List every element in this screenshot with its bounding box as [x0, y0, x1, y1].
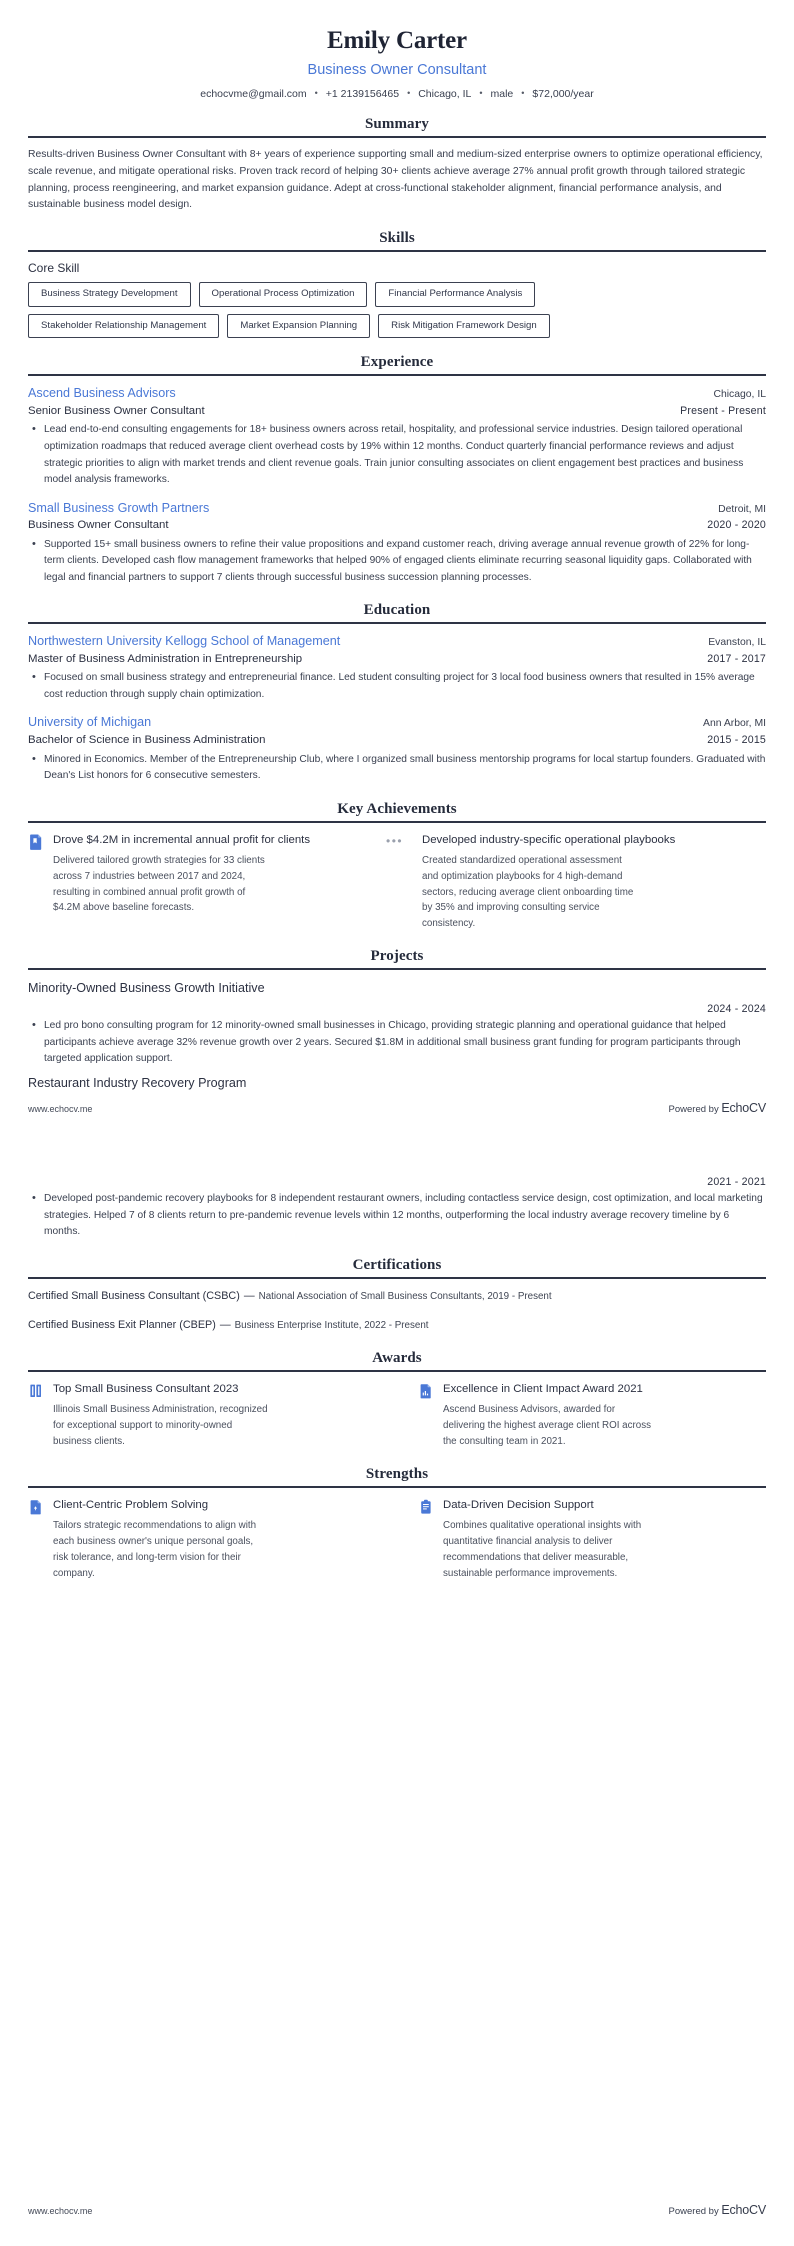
education-school[interactable]: Northwestern University Kellogg School of Management: [28, 634, 341, 649]
key-achievement-list: [28, 832, 766, 932]
footer-url[interactable]: www.echocv.me: [28, 1104, 93, 1114]
bullet-item: • Lead end-to-end consulting engagements for 18+ business owners across retail, hospitality, and professional service industries. Design tailored operational optimization roadmaps that reduced average client overhead costs by 19% within 12 months. Conduct quarterly financial performance reviews and adjust strategic priorities to align with market trends and client revenue goals. Train junior consulting associates on client engagement best practices and business model analysis frameworks.: [42, 422, 766, 488]
contact-separator-icon: •: [314, 87, 318, 98]
section-awards: [28, 1350, 766, 1450]
certification-name: Certified Business Exit Planner (CBEP): [28, 1319, 216, 1332]
section-heading-certifications: Certifications: [352, 1256, 442, 1273]
certification-item: [28, 1288, 766, 1305]
footer-powered-label: Powered by: [668, 2206, 719, 2217]
contact-line: [28, 88, 766, 100]
contact-gender: male: [490, 87, 514, 100]
education-bullets: [28, 752, 766, 785]
skill-chip-list: [28, 282, 766, 338]
education-location: Ann Arbor, MI: [703, 718, 766, 730]
skill-chip[interactable]: Risk Mitigation Framework Design: [378, 314, 550, 339]
education-dates: 2017 - 2017: [707, 652, 766, 665]
page-title: Emily Carter: [327, 27, 467, 54]
contact-separator-icon: •: [407, 87, 411, 98]
project-bullets: [28, 1191, 766, 1241]
experience-dates: Present - Present: [680, 404, 766, 417]
skill-chip[interactable]: Market Expansion Planning: [227, 314, 370, 339]
section-education: [28, 602, 766, 784]
bullet-item: • Minored in Economics. Member of the Entrepreneurship Club, where I organized small business mentorship programs for local startup founders. Graduated with Dean's List honors for 6 consecutive semesters.: [42, 752, 766, 785]
strength-list: [28, 1497, 766, 1582]
page-footer: [0, 2203, 794, 2217]
section-heading-summary: Summary: [364, 115, 430, 132]
award-item: [418, 1381, 766, 1450]
experience-company[interactable]: Small Business Growth Partners: [28, 500, 210, 515]
footer-brand: [669, 1101, 766, 1115]
section-heading-awards: Awards: [372, 1350, 422, 1367]
footer-powered-label: Powered by: [668, 1104, 719, 1115]
experience-company[interactable]: Ascend Business Advisors: [28, 386, 176, 401]
key-achievement-item: [422, 832, 766, 932]
section-summary: [28, 116, 766, 214]
strength-description: Combines qualitative operational insights with quantitative financial analysis to deliver recommendations that deliver measurable, sustainable performance improvements.: [443, 1520, 642, 1579]
contact-separator-icon: •: [521, 87, 525, 98]
skill-chip[interactable]: Financial Performance Analysis: [375, 282, 535, 307]
experience-entry: [28, 500, 766, 587]
strength-title: Client-Centric Problem Solving: [53, 1498, 209, 1511]
key-achievement-description: Created standardized operational assessment and optimization playbooks for 4 high-demand sectors, reducing average client onboarding time by 35% and improving consulting service consistency.: [422, 854, 634, 930]
skill-row: [28, 314, 766, 339]
section-certifications: [28, 1257, 766, 1334]
footer-url[interactable]: www.echocv.me: [28, 2206, 93, 2216]
section-skills: [28, 230, 766, 338]
bullet-item: • Focused on small business strategy and entrepreneurial finance. Led student consulting project for 3 local food business owners that resulted in 15% average cost reduction through supply chain optimization.: [42, 670, 766, 703]
section-experience: [28, 354, 766, 586]
job-title: Business Owner Consultant: [307, 62, 487, 78]
certification-item: [28, 1317, 766, 1334]
project-name: Minority-Owned Business Growth Initiative: [28, 981, 265, 996]
education-dates: 2015 - 2015: [707, 734, 766, 747]
section-heading-projects: Projects: [370, 948, 424, 965]
contact-email[interactable]: echocvme@gmail.com: [200, 87, 307, 100]
certification-name: Certified Small Business Consultant (CSBC): [28, 1289, 240, 1302]
experience-bullets: [28, 537, 766, 587]
certification-dash: —: [243, 1289, 255, 1302]
experience-location: Chicago, IL: [713, 389, 766, 401]
skill-group-name: Core Skill: [28, 261, 80, 276]
experience-role: Business Owner Consultant: [28, 519, 169, 532]
bullet-item: • Supported 15+ small business owners to refine their value propositions and expand customer reach, driving average annual revenue growth of 22% for long-term clients. Developed cash flow management frameworks that helped 90% of engaged clients eliminate recurring seasonal liquidity gaps. Collaborated with legal and financial partners to support 7 clients through successful business succession planning processes.: [42, 537, 766, 587]
skill-row: [28, 282, 766, 307]
contact-separator-icon: •: [479, 87, 483, 98]
resume-header: [28, 0, 766, 100]
section-heading-key-achievements: Key Achievements: [337, 800, 457, 817]
certification-meta: Business Enterprise Institute, 2022 - Present: [234, 1320, 429, 1332]
section-heading-strengths: Strengths: [365, 1465, 429, 1482]
bullet-item: • Led pro bono consulting program for 12 minority-owned small businesses in Chicago, providing strategic planning and operational guidance that helped participants achieve average 32% revenue growth over 2 years. Secured $1.8M in additional small business grant funding for program participants through targeted application support.: [42, 1018, 766, 1068]
experience-dates: 2020 - 2020: [707, 519, 766, 532]
education-bullets: [28, 670, 766, 703]
project-dates: 2021 - 2021: [707, 1176, 766, 1189]
section-strengths: [28, 1466, 766, 1582]
summary-text: Results-driven Business Owner Consultant with 8+ years of experience supporting small and medium-sized enterprise owners to optimize operational efficiency, scale revenue, and mitigate operational risks. Proven track record of helping 30+ clients achieve average 27% annual profit growth through tailored strategic planning, process reengineering, and market expansion guidance. Adept at cross-functional stakeholder alignment, financial performance analysis, and sustainable business model design.: [28, 148, 763, 211]
education-entry: [28, 714, 766, 784]
clipboard-icon: [418, 1498, 434, 1516]
education-school[interactable]: University of Michigan: [28, 715, 152, 730]
project-bullets: [28, 1018, 766, 1068]
project-entry: [28, 979, 766, 1068]
project-entry: [28, 1074, 766, 1241]
section-heading-experience: Experience: [360, 354, 434, 371]
key-achievement-divider-dots: •••: [386, 833, 404, 848]
contact-location: Chicago, IL: [418, 87, 472, 100]
education-entry: [28, 633, 766, 703]
book-icon: [28, 1382, 44, 1400]
skill-chip[interactable]: Business Strategy Development: [28, 282, 191, 307]
chart-document-icon: [418, 1382, 434, 1400]
section-key-achievements: [28, 801, 766, 932]
document-badge-icon: [28, 1498, 44, 1516]
section-heading-skills: Skills: [379, 230, 415, 247]
award-description: Ascend Business Advisors, awarded for delivering the highest average client ROI across the consulting team in 2021.: [443, 1404, 652, 1447]
experience-role: Senior Business Owner Consultant: [28, 404, 205, 417]
education-location: Evanston, IL: [708, 637, 766, 649]
strength-item: [28, 1497, 376, 1582]
skill-chip[interactable]: Stakeholder Relationship Management: [28, 314, 219, 339]
key-achievement-title: Drove $4.2M in incremental annual profit for clients: [53, 833, 311, 846]
strength-title: Data-Driven Decision Support: [443, 1498, 594, 1511]
education-degree: Master of Business Administration in Entrepreneurship: [28, 652, 303, 665]
education-degree: Bachelor of Science in Business Administration: [28, 734, 266, 747]
bullet-item: • Developed post-pandemic recovery playbooks for 8 independent restaurant owners, including contactless service design, cost optimization, and local marketing strategies. Helped 7 of 8 clients return to pre-pandemic revenue levels within 12 months, outperforming the local industry average recovery timeline by 6 months.: [42, 1191, 766, 1241]
certification-meta: National Association of Small Business Consultants, 2019 - Present: [258, 1290, 552, 1302]
award-title: Excellence in Client Impact Award 2021: [443, 1383, 643, 1396]
project-name: Restaurant Industry Recovery Program: [28, 1075, 247, 1090]
page-footer: [0, 1101, 794, 1115]
award-list: [28, 1381, 766, 1450]
strength-item: [418, 1497, 766, 1582]
footer-brand-name: EchoCV: [721, 2203, 766, 2217]
award-title: Top Small Business Consultant 2023: [53, 1383, 239, 1396]
footer-brand-name: EchoCV: [721, 1101, 766, 1115]
award-description: Illinois Small Business Administration, recognized for exceptional support to minority-owned business clients.: [53, 1404, 268, 1447]
contact-salary: $72,000/year: [532, 87, 594, 100]
key-achievement-title: Developed industry-specific operational playbooks: [422, 833, 676, 846]
bookmark-icon: [28, 833, 44, 851]
experience-bullets: [28, 422, 766, 488]
section-projects: [28, 948, 766, 1241]
skill-chip[interactable]: Operational Process Optimization: [199, 282, 368, 307]
experience-entry: [28, 385, 766, 488]
experience-location: Detroit, MI: [718, 503, 766, 515]
certification-dash: —: [219, 1319, 231, 1332]
key-achievement-description: Delivered tailored growth strategies for 33 clients across 7 industries between 2017 and 2024, resulting in combined annual profit growth of $4.2M above baseline forecasts.: [53, 854, 265, 914]
section-heading-education: Education: [363, 602, 431, 619]
strength-description: Tailors strategic recommendations to align with each business owner's unique personal goals, risk tolerance, and long-term vision for their company.: [53, 1520, 257, 1579]
footer-brand: [669, 2203, 766, 2217]
key-achievement-item: [28, 832, 372, 917]
project-dates: 2024 - 2024: [707, 1003, 766, 1016]
contact-phone[interactable]: +1 2139156465: [325, 87, 400, 100]
award-item: [28, 1381, 376, 1450]
